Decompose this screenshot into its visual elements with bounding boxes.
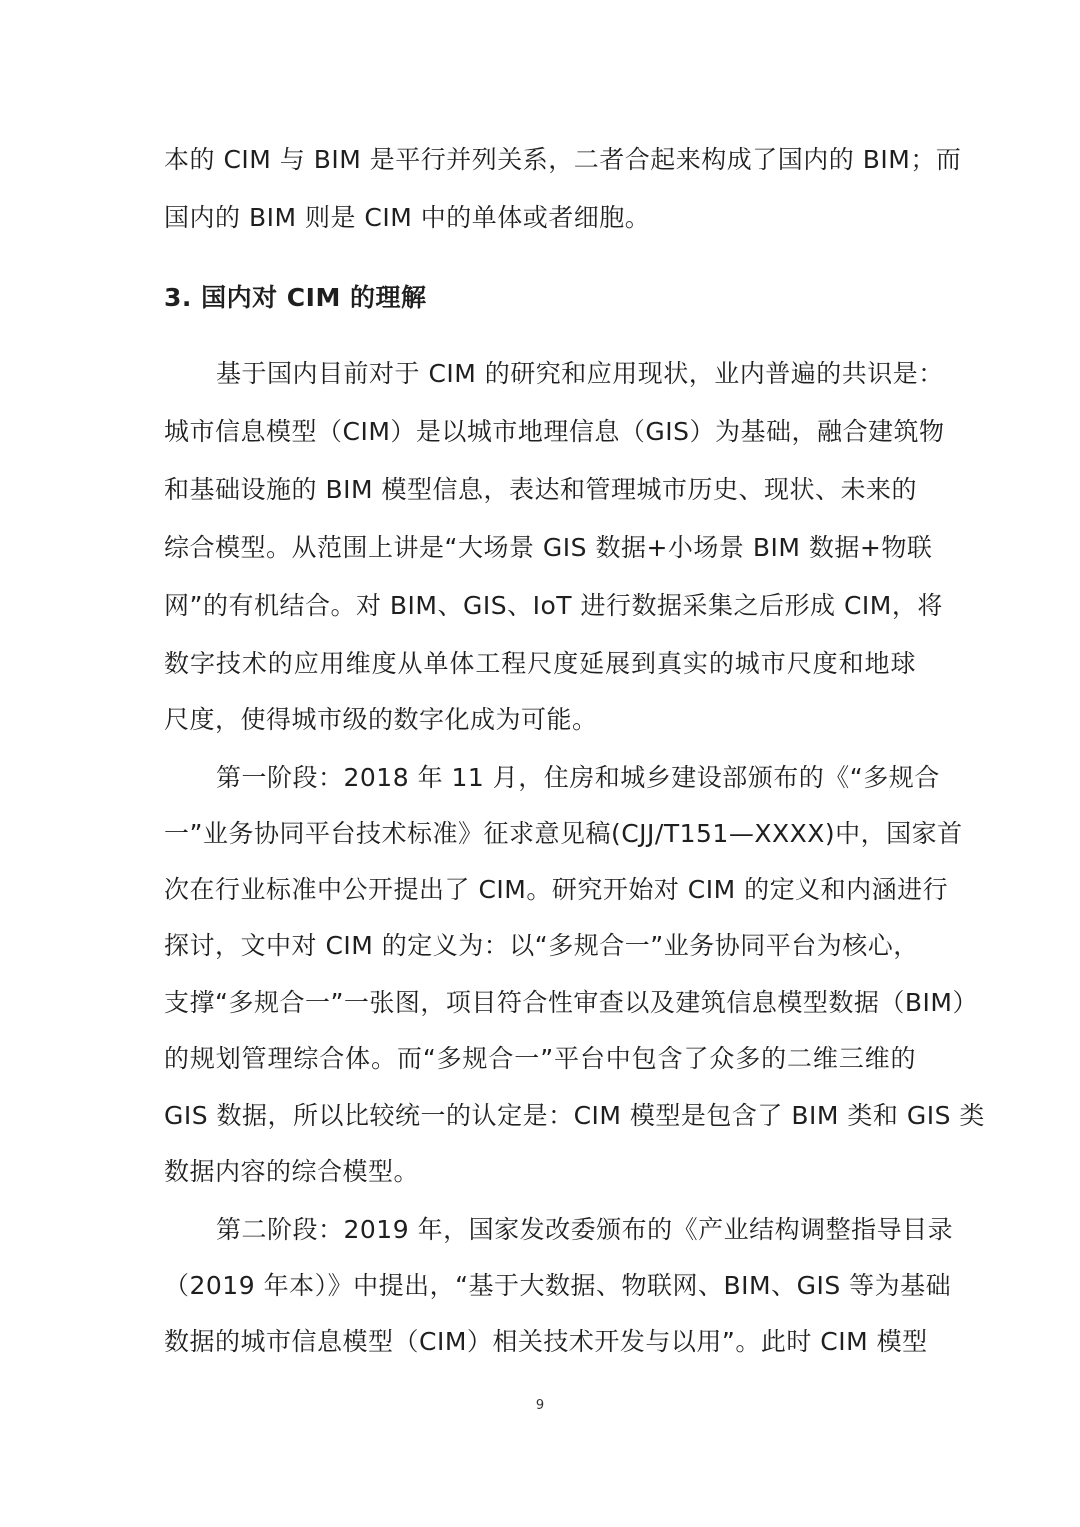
text-line: 尺度，使得城市级的数字化成为可能。	[164, 705, 598, 734]
text-line: 的规划管理综合体。而“多规合一”平台中包含了众多的二维三维的	[164, 1044, 916, 1073]
text-line: GIS 数据，所以比较统一的认定是：CIM 模型是包含了 BIM 类和 GIS 类	[164, 1101, 985, 1130]
text-line: 探讨，文中对 CIM 的定义为：以“多规合一”业务协同平台为核心，	[164, 931, 919, 960]
text-line: 第一阶段：2018 年 11 月，住房和城乡建设部颁布的《“多规合	[216, 763, 940, 792]
text-line: 综合模型。从范围上讲是“大场景 GIS 数据+小场景 BIM 数据+物联	[164, 533, 933, 562]
text-line: 数据的城市信息模型（CIM）相关技术开发与以用”。此时 CIM 模型	[164, 1327, 928, 1356]
text-line: 基于国内目前对于 CIM 的研究和应用现状，业内普遍的共识是：	[216, 359, 944, 388]
text-line: 本的 CIM 与 BIM 是平行并列关系，二者合起来构成了国内的 BIM；而	[164, 145, 962, 174]
text-line: 支撑“多规合一”一张图，项目符合性审查以及建筑信息模型数据（BIM）	[164, 988, 978, 1017]
text-line: 国内的 BIM 则是 CIM 中的单体或者细胞。	[164, 203, 651, 232]
text-line: （2019 年本）》中提出，“基于大数据、物联网、BIM、GIS 等为基础	[164, 1271, 952, 1300]
text-line: 和基础设施的 BIM 模型信息，表达和管理城市历史、现状、未来的	[164, 475, 917, 504]
text-line: 数据内容的综合模型。	[164, 1157, 420, 1186]
text-line: 网”的有机结合。对 BIM、GIS、IoT 进行数据采集之后形成 CIM，将	[164, 591, 943, 620]
text-line: 城市信息模型（CIM）是以城市地理信息（GIS）为基础，融合建筑物	[164, 417, 945, 446]
text-line: 次在行业标准中公开提出了 CIM。研究开始对 CIM 的定义和内涵进行	[164, 875, 949, 904]
text-line: 数字技术的应用维度从单体工程尺度延展到真实的城市尺度和地球	[164, 649, 916, 678]
text-line: 第二阶段：2019 年，国家发改委颁布的《产业结构调整指导目录	[216, 1215, 954, 1244]
section-heading: 3. 国内对 CIM 的理解	[164, 283, 427, 312]
text-line: 一”业务协同平台技术标准》征求意见稿(CJJ/T151—XXXX)中，国家首	[164, 819, 963, 848]
page-number: 9	[535, 1398, 545, 1413]
